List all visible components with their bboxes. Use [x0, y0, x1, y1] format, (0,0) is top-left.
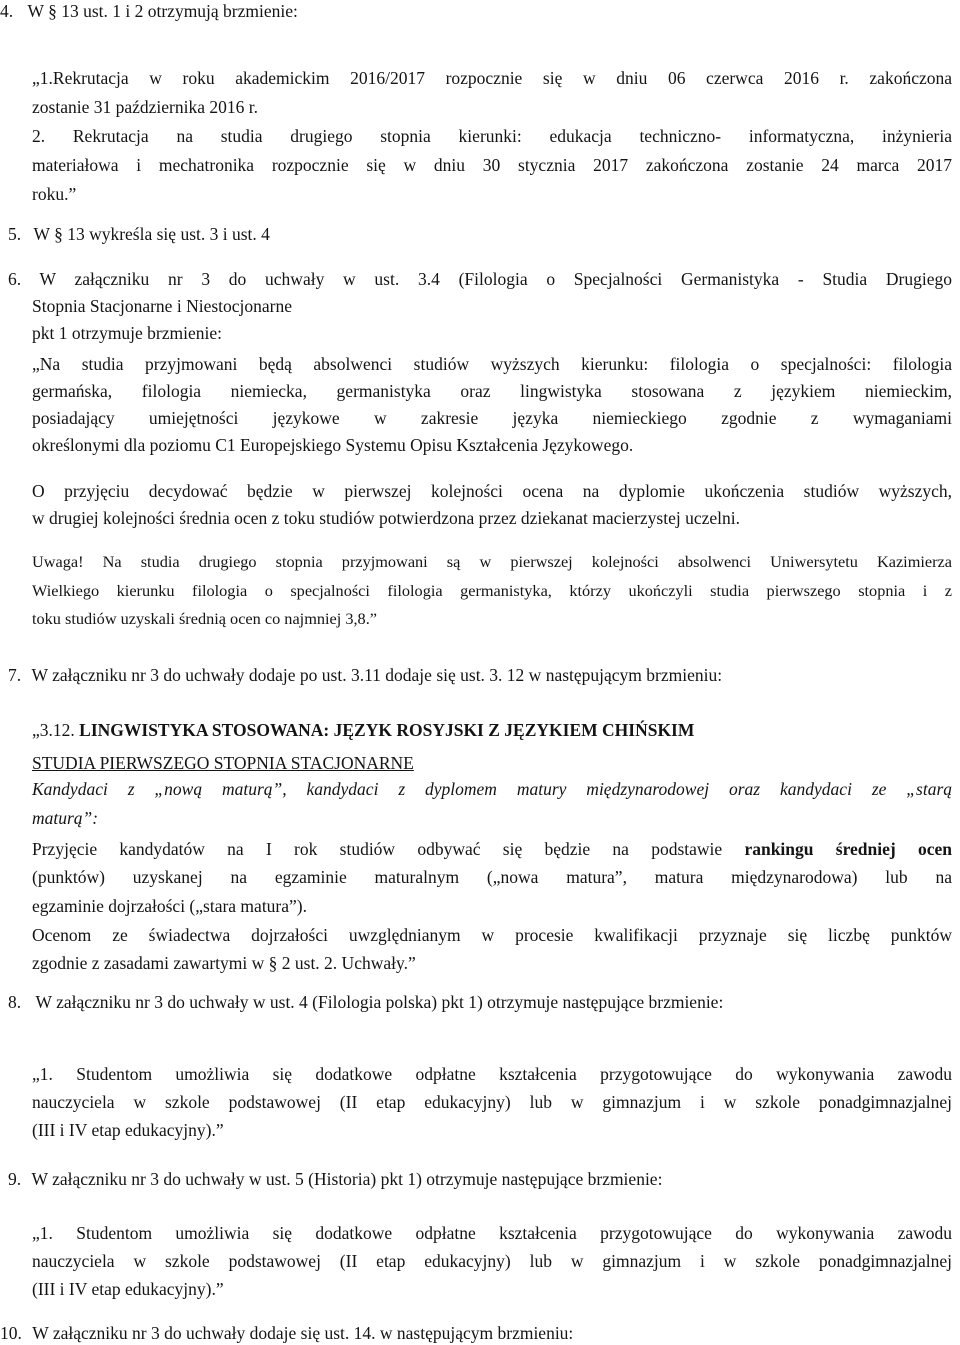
item-6-line-2: Stopnia Stacjonarne i Niestocjonarne: [32, 296, 292, 316]
item-4-text: W § 13 ust. 1 i 2 otrzymują brzmienie:: [27, 1, 298, 21]
item-7-admission-line-1: [32, 838, 952, 860]
item-9-text: W załączniku nr 3 do uchwały w ust. 5 (Historia) pkt 1) otrzymuje następujące brzmienie:: [31, 1169, 663, 1189]
item-4-p2-line-2: materiałowa i mechatronika rozpocznie się w dniu 30 stycznia 2017 zakończona zostanie 24 marca 2017: [32, 155, 952, 175]
item-7-admission-line-2: (punktów) uzyskanej na egzaminie maturalnym („nowa matura”, matura międzynarodowa) lub na: [32, 867, 952, 887]
item-6-note-line-2: Wielkiego kierunku filologia o specjalności filologia germanistyka, którzy ukończyli studia pierwszego stopnia i z: [32, 581, 952, 600]
item-9-quote-line-2: nauczyciela w szkole podstawowej (II etap edukacyjny) lub w gimnazjum i w szkole ponadgimnazjalnej: [32, 1251, 952, 1271]
item-4-p1-line-2: zostanie 31 października 2016 r.: [32, 97, 258, 117]
item-6-quote-line-2: germańska, filologia niemiecka, germanistyka oraz lingwistyka stosowana z językiem niemieckim,: [32, 381, 952, 401]
item-7-grades-line-2: zgodnie z zasadami zawartymi w § 2 ust. 2. Uchwały.”: [32, 953, 416, 973]
item-7-subheading: STUDIA PIERWSZEGO STOPNIA STACJONARNE: [32, 753, 414, 773]
item-6-note-line-1: Uwaga! Na studia drugiego stopnia przyjmowani są w pierwszej kolejności absolwenci Uniwersytetu Kazimierza: [32, 552, 952, 571]
item-6-quote-line-1: „Na studia przyjmowani będą absolwenci studiów wyższych kierunku: filologia o specjalności: filologia: [32, 354, 952, 374]
item-10-heading: [0, 1322, 573, 1344]
item-7-heading: [8, 664, 722, 686]
item-9-quote-line-1: „1. Studentom umożliwia się dodatkowe odpłatne kształcenia przygotowujące do wykonywania zawodu: [32, 1223, 952, 1243]
item-5-heading: [8, 223, 270, 245]
item-7-admission-text: Przyjęcie kandydatów na I rok studiów odbywać się będzie na podstawie: [32, 839, 723, 859]
item-6-line-1: W załączniku nr 3 do uchwały w ust. 3.4 (Filologia o Specjalności Germanistyka - Studia Drugiego: [39, 269, 952, 289]
item-6-decision-line-1: O przyjęciu decydować będzie w pierwszej kolejności ocena na dyplomie ukończenia studiów wyższych,: [32, 481, 952, 501]
item-7-text: W załączniku nr 3 do uchwały dodaje po ust. 3.11 dodaje się ust. 3. 12 w następującym brzmieniu:: [31, 665, 723, 685]
item-8-quote-line-2: nauczyciela w szkole podstawowej (II etap edukacyjny) lub w gimnazjum i w szkole ponadgimnazjalnej: [32, 1092, 952, 1112]
item-9-quote-line-3: (III i IV etap edukacyjny).”: [32, 1279, 224, 1299]
item-7-candidates-line-1: Kandydaci z „nową maturą”, kandydaci z dyplomem matury międzynarodowej oraz kandydaci ze „starą: [32, 779, 952, 799]
item-8-heading: [8, 991, 723, 1013]
item-8-number: 8.: [8, 992, 22, 1012]
item-7-heading-prefix: „3.12.: [32, 720, 75, 740]
item-6-heading: [8, 268, 952, 290]
item-4-p2-line-3: roku.”: [32, 184, 77, 204]
item-6-note-line-3: toku studiów uzyskali średnią ocen co najmniej 3,8.”: [32, 609, 377, 628]
item-7-candidates-line-2: maturą”:: [32, 808, 99, 828]
item-6-quote-line-3: posiadający umiejętności językowe w zakresie języka niemieckiego zgodnie z wymaganiami: [32, 408, 952, 428]
item-6-number: 6.: [8, 269, 22, 289]
item-4-p2-line-1: 2. Rekrutacja na studia drugiego stopnia kierunki: edukacja techniczno- informatyczna, inżynieria: [32, 126, 952, 146]
item-5-text: W § 13 wykreśla się ust. 3 i ust. 4: [33, 224, 270, 244]
item-7-admission-line-3: egzaminie dojrzałości („stara matura”).: [32, 896, 307, 916]
item-7-heading-title: LINGWISTYKA STOSOWANA: JĘZYK ROSYJSKI Z JĘZYKIEM CHIŃSKIM: [79, 720, 695, 740]
item-6-decision-line-2: w drugiej kolejności średnia ocen z toku studiów potwierdzona przez dziekanat macierzystej uczelni.: [32, 508, 740, 528]
item-8-quote-line-3: (III i IV etap edukacyjny).”: [32, 1120, 224, 1140]
item-10-number: 10.: [0, 1323, 22, 1343]
item-7-section-heading: [32, 719, 694, 741]
item-7-number: 7.: [8, 665, 22, 685]
item-4-number: 4.: [0, 1, 14, 21]
item-8-quote-line-1: „1. Studentom umożliwia się dodatkowe odpłatne kształcenia przygotowujące do wykonywania zawodu: [32, 1064, 952, 1084]
item-9-number: 9.: [8, 1169, 22, 1189]
item-6-line-3: pkt 1 otrzymuje brzmienie:: [32, 323, 223, 343]
item-6-quote-line-4: określonymi dla poziomu C1 Europejskiego Systemu Opisu Kształcenia Językowego.: [32, 435, 634, 455]
item-5-number: 5.: [8, 224, 22, 244]
item-7-grades-line-1: Ocenom ze świadectwa dojrzałości uwzględnianym w procesie kwalifikacji przyznaje się liczbę punktów: [32, 925, 952, 945]
item-4-heading: [0, 0, 298, 22]
item-4-p1-line-1: „1.Rekrutacja w roku akademickim 2016/2017 rozpocznie się w dniu 06 czerwca 2016 r. zakończona: [32, 68, 952, 88]
item-9-heading: [8, 1168, 662, 1190]
item-8-text: W załączniku nr 3 do uchwały w ust. 4 (Filologia polska) pkt 1) otrzymuje następujące brzmienie:: [35, 992, 724, 1012]
item-7-admission-bold: rankingu średniej ocen: [744, 839, 953, 859]
item-10-text: W załączniku nr 3 do uchwały dodaje się ust. 14. w następującym brzmieniu:: [32, 1323, 574, 1343]
